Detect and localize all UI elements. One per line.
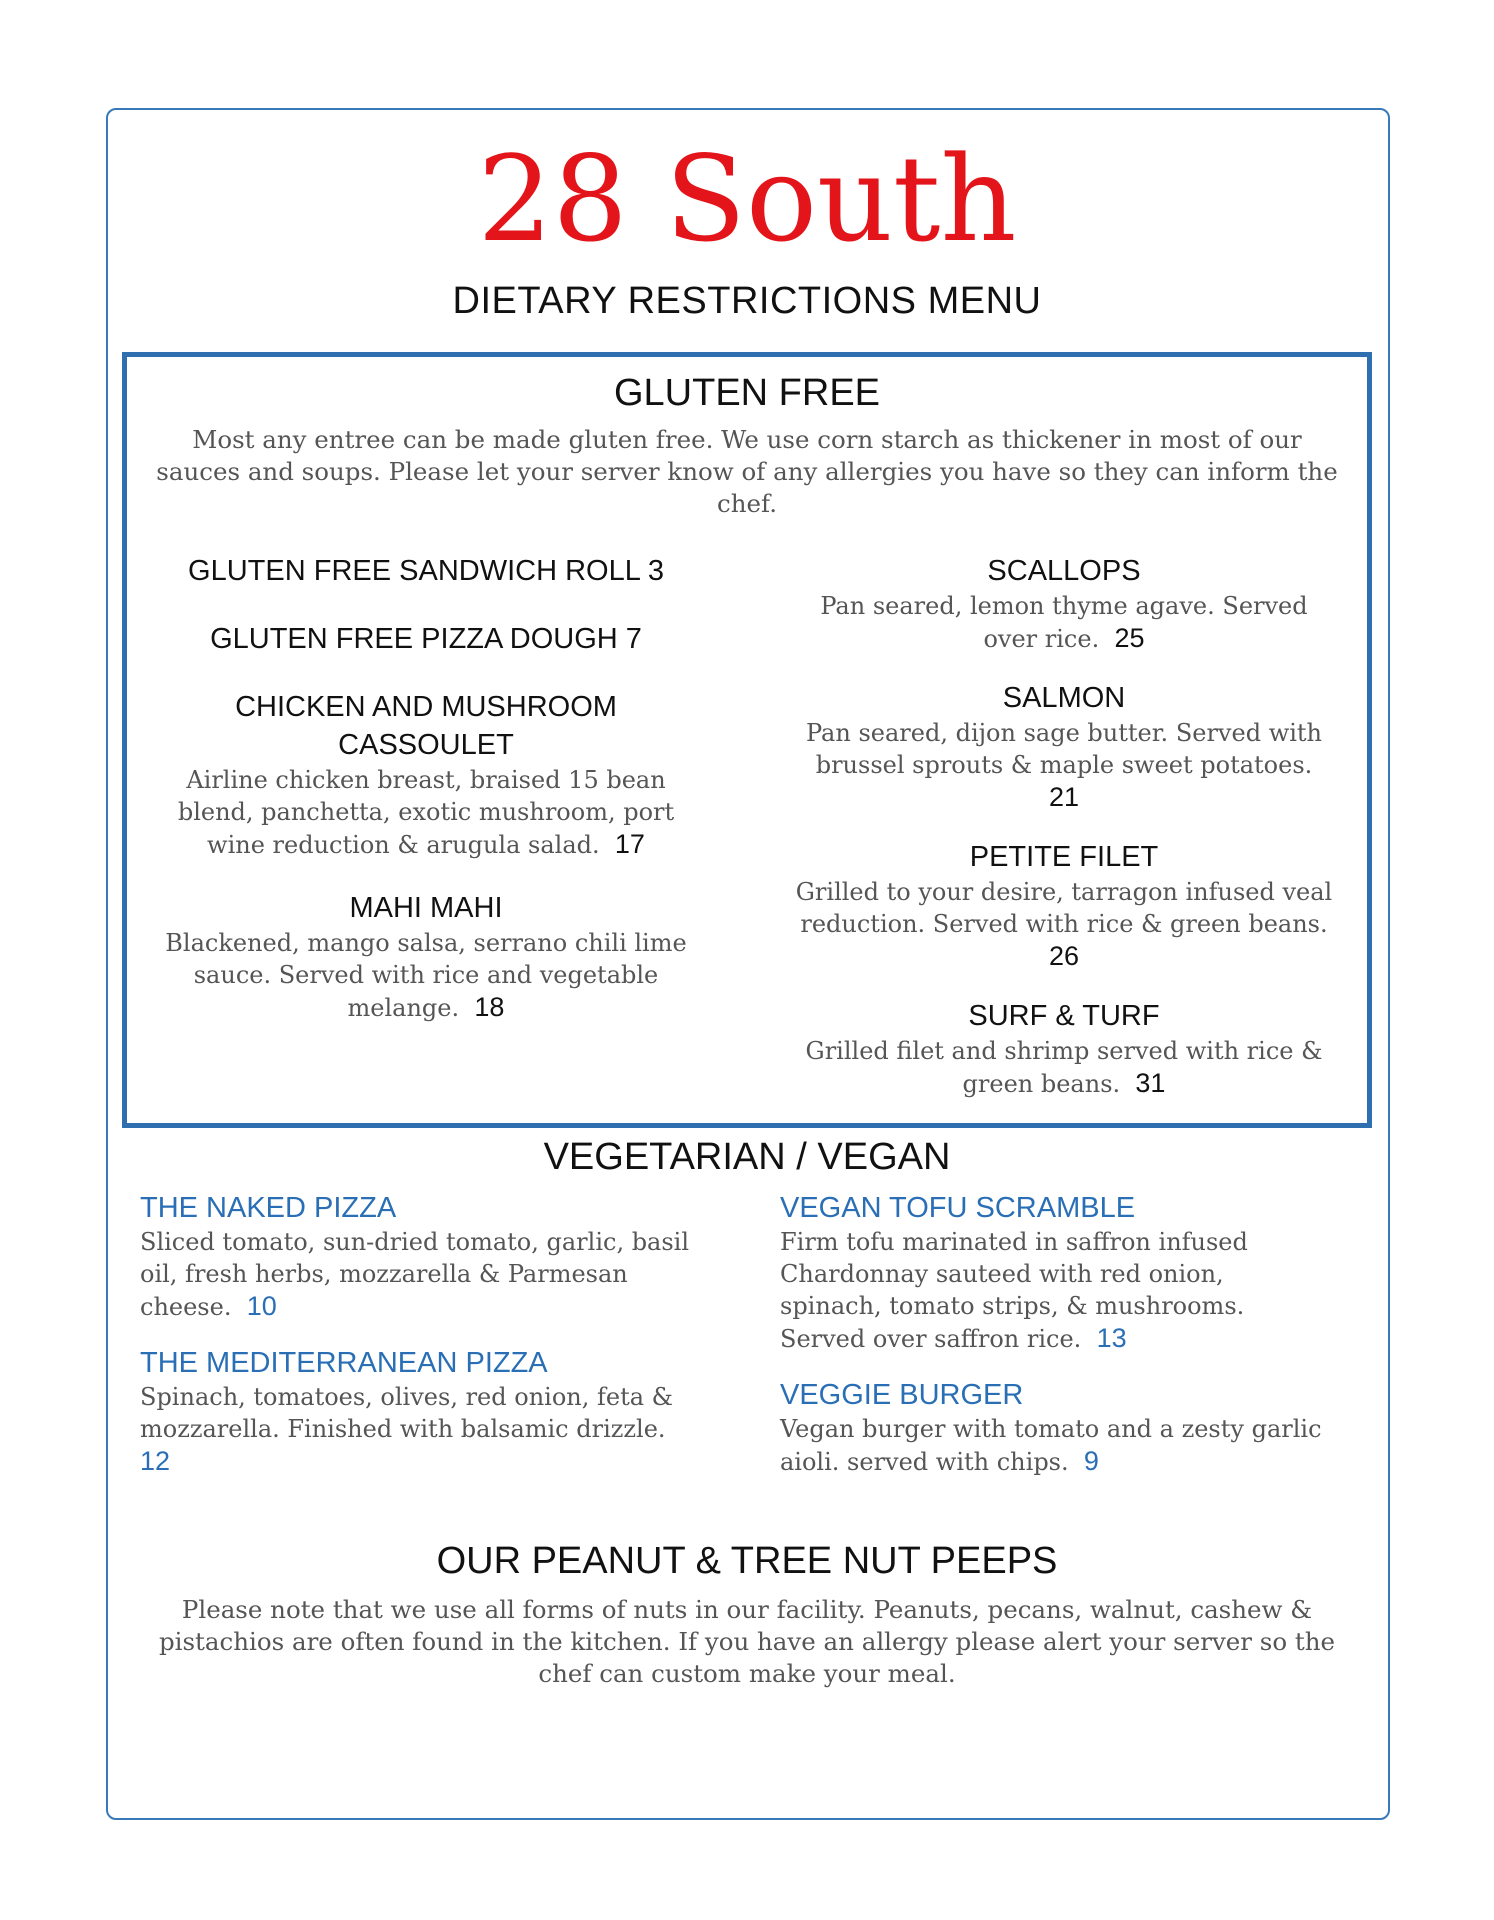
vegetarian-right-column <box>780 1190 1360 1478</box>
item-description: Grilled filet and shrimp served with rice & green beans. 31 <box>805 1037 1323 1098</box>
menu-item <box>140 1190 720 1323</box>
menu-item <box>780 1190 1360 1355</box>
item-name: THE NAKED PIZZA <box>140 1192 397 1224</box>
item-price: 10 <box>246 1291 277 1321</box>
menu-item <box>784 838 1344 973</box>
item-price: 18 <box>474 992 505 1022</box>
item-description: Sliced tomato, sun-dried tomato, garlic, basil oil, fresh herbs, mozzarella & Parmesan cheese. 10 <box>140 1228 690 1321</box>
item-price: 9 <box>1083 1446 1099 1476</box>
item-name: SCALLOPS <box>987 555 1141 587</box>
menu-title: DIETARY RESTRICTIONS MENU <box>452 280 1042 322</box>
menu-item <box>140 1345 720 1478</box>
menu-item <box>784 552 1344 655</box>
nuts-heading: OUR PEANUT & TREE NUT PEEPS <box>436 1540 1058 1582</box>
item-name: SALMON <box>1002 682 1126 714</box>
item-description: Pan seared, dijon sage butter. Served with brussel sprouts & maple sweet potatoes. 21 <box>805 719 1323 812</box>
item-name: VEGAN TOFU SCRAMBLE <box>780 1192 1136 1224</box>
item-name: VEGGIE BURGER <box>780 1379 1024 1411</box>
gluten-free-intro: Most any entree can be made gluten free. We use corn starch as thickener in most of our sauces and soups. Please let your server know of any allergies you have so they can inform the chef. <box>156 425 1338 518</box>
item-description: Vegan burger with tomato and a zesty garlic aioli. served with chips. 9 <box>780 1415 1322 1476</box>
item-price: 26 <box>1048 941 1080 971</box>
item-price: 17 <box>614 829 645 859</box>
item-price: 13 <box>1096 1323 1127 1353</box>
menu-item <box>784 997 1344 1100</box>
item-price: 21 <box>1048 782 1080 812</box>
item-description: Blackened, mango salsa, serrano chili lime sauce. Served with rice and vegetable melange. 18 <box>165 929 687 1022</box>
menu-item <box>148 889 704 1024</box>
menu-item <box>148 620 704 658</box>
item-price: 25 <box>1114 623 1145 653</box>
gluten-free-left-column <box>148 552 704 1024</box>
restaurant-name: 28 South <box>477 130 1017 268</box>
item-price: 12 <box>140 1446 171 1476</box>
item-description: Pan seared, lemon thyme agave. Served over rice. 25 <box>820 592 1308 653</box>
item-name: SURF & TURF <box>968 1000 1160 1032</box>
gluten-free-heading: GLUTEN FREE <box>613 372 881 414</box>
item-description: Spinach, tomatoes, olives, red onion, feta & mozzarella. Finished with balsamic drizzle. 12 <box>140 1383 674 1476</box>
menu-item <box>780 1377 1360 1478</box>
item-name: GLUTEN FREE SANDWICH ROLL 3 <box>188 555 664 587</box>
vegetarian-heading: VEGETARIAN / VEGAN <box>543 1136 951 1178</box>
menu-item <box>148 552 704 590</box>
gluten-free-right-column <box>784 552 1344 1100</box>
item-price: 31 <box>1135 1068 1166 1098</box>
item-name: MAHI MAHI <box>349 892 503 924</box>
menu-item <box>148 688 704 861</box>
item-name: CHICKEN AND MUSHROOM CASSOULET <box>235 691 617 761</box>
item-description: Grilled to your desire, tarragon infused veal reduction. Served with rice & green beans. 26 <box>795 878 1333 971</box>
item-name: GLUTEN FREE PIZZA DOUGH 7 <box>210 623 642 655</box>
item-name: THE MEDITERRANEAN PIZZA <box>140 1347 548 1379</box>
item-name: PETITE FILET <box>969 841 1159 873</box>
nuts-notice: Please note that we use all forms of nuts in our facility. Peanuts, pecans, walnut, cashew & pistachios are often found in the kitchen. If you have an allergy please alert your server so the chef can custom make your meal. <box>158 1595 1336 1688</box>
item-description: Firm tofu marinated in saffron infused Chardonnay sauteed with red onion, spinach, tomato strips, & mushrooms. Served over saffron rice. 13 <box>780 1228 1248 1353</box>
item-description: Airline chicken breast, braised 15 bean blend, panchetta, exotic mushroom, port wine reduction & arugula salad. 17 <box>177 766 675 859</box>
menu-item <box>784 679 1344 814</box>
vegetarian-left-column <box>140 1190 720 1478</box>
